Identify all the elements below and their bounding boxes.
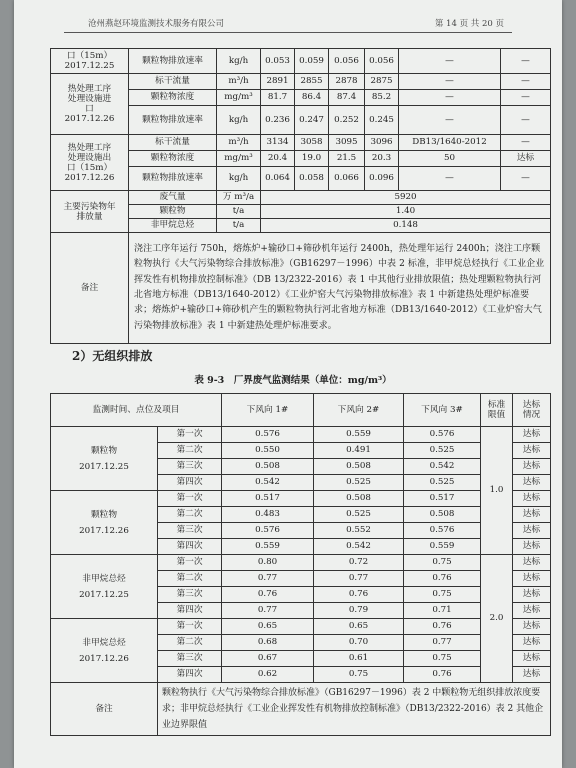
sample-round-cell: 第三次 bbox=[158, 523, 222, 539]
value-cell: 0.75 bbox=[404, 587, 481, 603]
standard-cell: DB13/1640-2012 bbox=[399, 135, 501, 151]
value-cell: 0.77 bbox=[222, 571, 314, 587]
annual-value-cell: 0.148 bbox=[261, 219, 551, 233]
result-cell: 达标 bbox=[513, 475, 551, 491]
result-cell: 达标 bbox=[513, 491, 551, 507]
location-cell: 口（15m） 2017.12.25 bbox=[51, 49, 129, 74]
value-cell: 0.76 bbox=[314, 587, 404, 603]
group-label-cell bbox=[51, 619, 158, 683]
value-cell: 0.245 bbox=[365, 106, 399, 135]
value-cell: 0.247 bbox=[295, 106, 329, 135]
item-cell: 颗粒物排放速率 bbox=[129, 167, 217, 191]
value-cell: 81.7 bbox=[261, 90, 295, 106]
value-cell: 0.053 bbox=[261, 49, 295, 74]
value-cell: 0.67 bbox=[222, 651, 314, 667]
sample-round-cell: 第二次 bbox=[158, 571, 222, 587]
item-cell: 标干流量 bbox=[129, 74, 217, 90]
value-cell: 86.4 bbox=[295, 90, 329, 106]
value-cell: 0.096 bbox=[365, 167, 399, 191]
unit-cell: kg/h bbox=[217, 167, 261, 191]
result-cell: 达标 bbox=[513, 555, 551, 571]
item-cell: 非甲烷总烃 bbox=[129, 219, 217, 233]
value-cell: 0.236 bbox=[261, 106, 295, 135]
standard-cell: — bbox=[399, 167, 501, 191]
item-cell: 颗粒物浓度 bbox=[129, 90, 217, 106]
company-name: 沧州燕赵环境监测技术服务有限公司 bbox=[88, 19, 225, 29]
result-cell: — bbox=[501, 49, 551, 74]
result-cell: — bbox=[501, 135, 551, 151]
value-cell: 2855 bbox=[295, 74, 329, 90]
value-cell: 0.62 bbox=[222, 667, 314, 683]
value-cell: 0.77 bbox=[314, 571, 404, 587]
sample-round-cell: 第三次 bbox=[158, 651, 222, 667]
unit-cell: kg/h bbox=[217, 106, 261, 135]
unit-cell: mg/m³ bbox=[217, 151, 261, 167]
value-cell: 87.4 bbox=[329, 90, 365, 106]
group-label-cell bbox=[51, 427, 158, 491]
item-cell: 颗粒物浓度 bbox=[129, 151, 217, 167]
table-row bbox=[51, 491, 551, 507]
value-cell: 3096 bbox=[365, 135, 399, 151]
result-cell: 达标 bbox=[513, 427, 551, 443]
sample-round-cell: 第四次 bbox=[158, 667, 222, 683]
result-cell: 达标 bbox=[513, 603, 551, 619]
value-cell: 0.559 bbox=[222, 539, 314, 555]
value-cell: 0.056 bbox=[365, 49, 399, 74]
value-cell: 19.0 bbox=[295, 151, 329, 167]
table-row bbox=[51, 135, 551, 151]
header-result: 达标 情况 bbox=[513, 394, 551, 427]
value-cell: 0.75 bbox=[404, 651, 481, 667]
group-label-cell bbox=[51, 491, 158, 555]
location-cell: 热处理工序 处理设施进 口 2017.12.26 bbox=[51, 74, 129, 135]
value-cell: 20.4 bbox=[261, 151, 295, 167]
value-cell: 0.508 bbox=[404, 507, 481, 523]
pollutant-name: 颗粒物 bbox=[90, 509, 118, 520]
table-caption: 表 9-3 厂界废气监测结果（单位：mg/m³） bbox=[194, 375, 392, 386]
unit-cell: m³/h bbox=[217, 135, 261, 151]
value-cell: 0.76 bbox=[404, 667, 481, 683]
result-cell: 达标 bbox=[501, 151, 551, 167]
value-cell: 0.483 bbox=[222, 507, 314, 523]
sample-round-cell: 第一次 bbox=[158, 619, 222, 635]
result-cell: 达标 bbox=[513, 635, 551, 651]
value-cell: 0.75 bbox=[314, 667, 404, 683]
table-row bbox=[51, 619, 551, 635]
value-cell: 0.056 bbox=[329, 49, 365, 74]
sample-round-cell: 第二次 bbox=[158, 443, 222, 459]
unit-cell: mg/m³ bbox=[217, 90, 261, 106]
note-label: 备注 bbox=[51, 233, 129, 344]
value-cell: 0.70 bbox=[314, 635, 404, 651]
pollutant-name: 非甲烷总烃 bbox=[82, 573, 126, 584]
value-cell: 0.71 bbox=[404, 603, 481, 619]
standard-cell: — bbox=[399, 106, 501, 135]
value-cell: 0.77 bbox=[404, 635, 481, 651]
boundary-monitoring-table bbox=[50, 393, 551, 736]
section-title: 2）无组织排放 bbox=[72, 349, 153, 363]
standard-cell: — bbox=[399, 74, 501, 90]
item-cell: 颗粒物排放速率 bbox=[129, 106, 217, 135]
value-cell: 0.76 bbox=[404, 619, 481, 635]
sample-round-cell: 第四次 bbox=[158, 539, 222, 555]
value-cell: 0.552 bbox=[314, 523, 404, 539]
value-cell: 0.542 bbox=[314, 539, 404, 555]
result-cell: 达标 bbox=[513, 619, 551, 635]
note-text: 浇注工序年运行 750h，熔炼炉+输砂口+筛砂机年运行 2400h，热处理年运行 2400h；浇注工序颗粒物执行《大气污染物综合排放标准》（GB16297－1996）中表 2 标准，非甲烷总烃执行《工业企业挥发性有机物排放控制标准》（DB 13/2322-2016）表 1 中其他行业排放限值；热处理颗粒物执行河北省地方标准（DB13/1640-2012）《工业炉窑大气污染物排放标准》表 1 中新建热处理炉标准要求；熔炼炉+输砂口+筛砂机产生的颗粒物执行河北省地方标准（DB13/1640-2012）《工业炉窑大气污染物排放标准》表 1 中新建热处理炉标准要求。 bbox=[129, 233, 551, 344]
sample-round-cell: 第二次 bbox=[158, 635, 222, 651]
value-cell: 21.5 bbox=[329, 151, 365, 167]
value-cell: 0.77 bbox=[222, 603, 314, 619]
note-text: 颗粒物执行《大气污染物综合排放标准》（GB16297－1996）表 2 中颗粒物无组织排放浓度要求；非甲烷总烃执行《工业企业挥发性有机物排放控制标准》（DB13/2322-2016）表 2 其他企业边界限值 bbox=[158, 683, 551, 736]
value-cell: 3095 bbox=[329, 135, 365, 151]
item-cell: 颗粒物排放速率 bbox=[129, 49, 217, 74]
sample-round-cell: 第二次 bbox=[158, 507, 222, 523]
value-cell: 0.491 bbox=[314, 443, 404, 459]
header-standard: 标准 限值 bbox=[481, 394, 513, 427]
table-row bbox=[51, 233, 551, 344]
value-cell: 0.72 bbox=[314, 555, 404, 571]
value-cell: 0.252 bbox=[329, 106, 365, 135]
value-cell: 0.75 bbox=[404, 555, 481, 571]
table-row bbox=[51, 49, 551, 74]
value-cell: 0.542 bbox=[404, 459, 481, 475]
table-row bbox=[51, 74, 551, 90]
value-cell: 0.517 bbox=[404, 491, 481, 507]
group-label-cell bbox=[51, 555, 158, 619]
item-cell: 废气量 bbox=[129, 191, 217, 205]
result-cell: 达标 bbox=[513, 459, 551, 475]
value-cell: 0.80 bbox=[222, 555, 314, 571]
value-cell: 0.059 bbox=[295, 49, 329, 74]
sample-round-cell: 第一次 bbox=[158, 491, 222, 507]
value-cell: 0.65 bbox=[314, 619, 404, 635]
unit-cell: t/a bbox=[217, 205, 261, 219]
value-cell: 0.064 bbox=[261, 167, 295, 191]
pollutant-name: 非甲烷总烃 bbox=[82, 637, 126, 648]
value-cell: 0.550 bbox=[222, 443, 314, 459]
sample-date: 2017.12.25 bbox=[79, 589, 129, 600]
result-cell: — bbox=[501, 90, 551, 106]
table-row bbox=[51, 683, 551, 736]
result-cell: 达标 bbox=[513, 443, 551, 459]
result-cell: 达标 bbox=[513, 651, 551, 667]
result-cell: — bbox=[501, 106, 551, 135]
standard-cell: — bbox=[399, 90, 501, 106]
sample-round-cell: 第四次 bbox=[158, 475, 222, 491]
table-row bbox=[51, 427, 551, 443]
annual-value-cell: 1.40 bbox=[261, 205, 551, 219]
standard-limit-cell: 2.0 bbox=[481, 555, 513, 683]
value-cell: 0.68 bbox=[222, 635, 314, 651]
result-cell: 达标 bbox=[513, 667, 551, 683]
sample-date: 2017.12.25 bbox=[79, 461, 129, 472]
table-row bbox=[51, 191, 551, 205]
value-cell: 0.542 bbox=[222, 475, 314, 491]
value-cell: 0.79 bbox=[314, 603, 404, 619]
unit-cell: 万 m³/a bbox=[217, 191, 261, 205]
value-cell: 85.2 bbox=[365, 90, 399, 106]
result-cell: 达标 bbox=[513, 587, 551, 603]
value-cell: 0.508 bbox=[314, 459, 404, 475]
value-cell: 3058 bbox=[295, 135, 329, 151]
annual-emission-label: 主要污染物年 排放量 bbox=[51, 191, 129, 233]
page-number: 第 14 页 共 20 页 bbox=[434, 19, 504, 29]
value-cell: 2891 bbox=[261, 74, 295, 90]
sample-date: 2017.12.26 bbox=[79, 653, 129, 664]
sample-round-cell: 第一次 bbox=[158, 427, 222, 443]
unit-cell: m³/h bbox=[217, 74, 261, 90]
annual-value-cell: 5920 bbox=[261, 191, 551, 205]
unit-cell: t/a bbox=[217, 219, 261, 233]
value-cell: 20.3 bbox=[365, 151, 399, 167]
sample-round-cell: 第四次 bbox=[158, 603, 222, 619]
value-cell: 2878 bbox=[329, 74, 365, 90]
value-cell: 0.517 bbox=[222, 491, 314, 507]
unit-cell: kg/h bbox=[217, 49, 261, 74]
value-cell: 0.576 bbox=[404, 427, 481, 443]
value-cell: 0.76 bbox=[404, 571, 481, 587]
location-cell: 热处理工序 处理设施出 口（15m） 2017.12.26 bbox=[51, 135, 129, 191]
value-cell: 0.525 bbox=[314, 507, 404, 523]
standard-cell: — bbox=[399, 49, 501, 74]
table-row bbox=[51, 555, 551, 571]
header-point-3: 下风向 3# bbox=[404, 394, 481, 427]
sample-date: 2017.12.26 bbox=[79, 525, 129, 536]
header-item: 监测时间、点位及项目 bbox=[51, 394, 222, 427]
result-cell: 达标 bbox=[513, 523, 551, 539]
result-cell: 达标 bbox=[513, 507, 551, 523]
value-cell: 3134 bbox=[261, 135, 295, 151]
result-cell: — bbox=[501, 74, 551, 90]
value-cell: 0.508 bbox=[314, 491, 404, 507]
value-cell: 0.066 bbox=[329, 167, 365, 191]
organized-emission-table bbox=[50, 48, 551, 344]
value-cell: 0.525 bbox=[404, 443, 481, 459]
value-cell: 0.559 bbox=[314, 427, 404, 443]
value-cell: 0.508 bbox=[222, 459, 314, 475]
value-cell: 0.576 bbox=[222, 523, 314, 539]
table-header-row bbox=[51, 394, 551, 427]
result-cell: 达标 bbox=[513, 539, 551, 555]
pollutant-name: 颗粒物 bbox=[90, 445, 118, 456]
result-cell: — bbox=[501, 167, 551, 191]
page-header bbox=[64, 14, 512, 33]
standard-cell: 50 bbox=[399, 151, 501, 167]
note-label: 备注 bbox=[51, 683, 158, 736]
value-cell: 0.559 bbox=[404, 539, 481, 555]
value-cell: 0.525 bbox=[314, 475, 404, 491]
value-cell: 0.058 bbox=[295, 167, 329, 191]
item-cell: 颗粒物 bbox=[129, 205, 217, 219]
value-cell: 0.576 bbox=[404, 523, 481, 539]
value-cell: 0.525 bbox=[404, 475, 481, 491]
standard-limit-cell: 1.0 bbox=[481, 427, 513, 555]
header-point-1: 下风向 1# bbox=[222, 394, 314, 427]
value-cell: 0.61 bbox=[314, 651, 404, 667]
item-cell: 标干流量 bbox=[129, 135, 217, 151]
value-cell: 0.65 bbox=[222, 619, 314, 635]
header-point-2: 下风向 2# bbox=[314, 394, 404, 427]
sample-round-cell: 第一次 bbox=[158, 555, 222, 571]
value-cell: 2875 bbox=[365, 74, 399, 90]
value-cell: 0.576 bbox=[222, 427, 314, 443]
sample-round-cell: 第三次 bbox=[158, 587, 222, 603]
value-cell: 0.76 bbox=[222, 587, 314, 603]
result-cell: 达标 bbox=[513, 571, 551, 587]
sample-round-cell: 第三次 bbox=[158, 459, 222, 475]
